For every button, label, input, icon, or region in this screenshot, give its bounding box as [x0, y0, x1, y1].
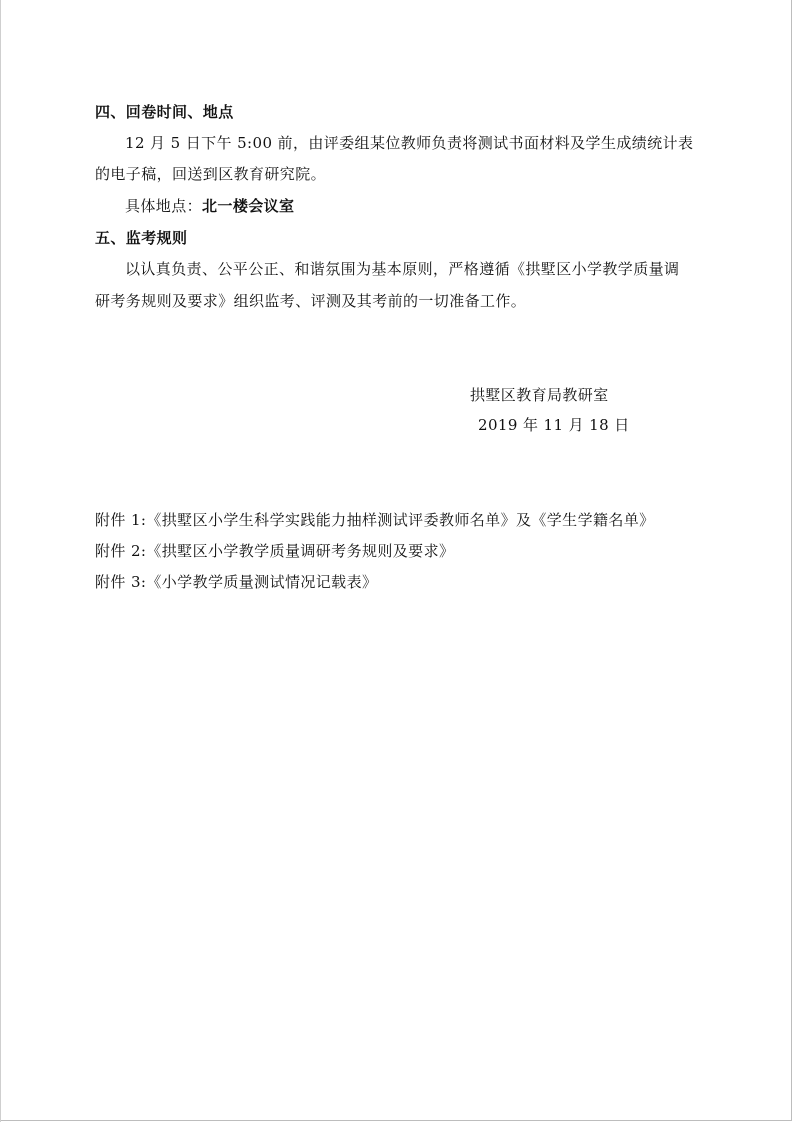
- section5-paragraph-line1: 以认真负责、公平公正、和谐氛围为基本原则，严格遵循《拱墅区小学教学质量调: [125, 260, 680, 278]
- location-value: 北一楼会议室: [202, 197, 295, 215]
- attachment-1: 附件 1:《拱墅区小学生科学实践能力抽样测试评委教师名单》及《学生学籍名单》: [95, 511, 655, 529]
- location-label: 具体地点：: [125, 197, 203, 215]
- signature-date: 2019 年 11 月 18 日: [478, 416, 630, 434]
- location-line: [125, 197, 294, 215]
- section4-paragraph-line1: 12 月 5 日下午 5:00 前，由评委组某位教师负责将测试书面材料及学生成绩统计表: [125, 134, 694, 152]
- section5-paragraph-line2: 研考务规则及要求》组织监考、评测及其考前的一切准备工作。: [95, 292, 527, 310]
- section5-heading: 五、监考规则: [95, 229, 188, 247]
- attachment-2: 附件 2:《拱墅区小学教学质量调研考务规则及要求》: [95, 542, 455, 560]
- page-left-edge: [0, 0, 1, 1122]
- signature-office: 拱墅区教育局教研室: [470, 386, 609, 404]
- attachment-3: 附件 3:《小学教学质量测试情况记载表》: [95, 573, 378, 591]
- section4-paragraph-line2: 的电子稿，回送到区教育研究院。: [95, 165, 327, 183]
- section4-heading: 四、回卷时间、地点: [95, 103, 234, 121]
